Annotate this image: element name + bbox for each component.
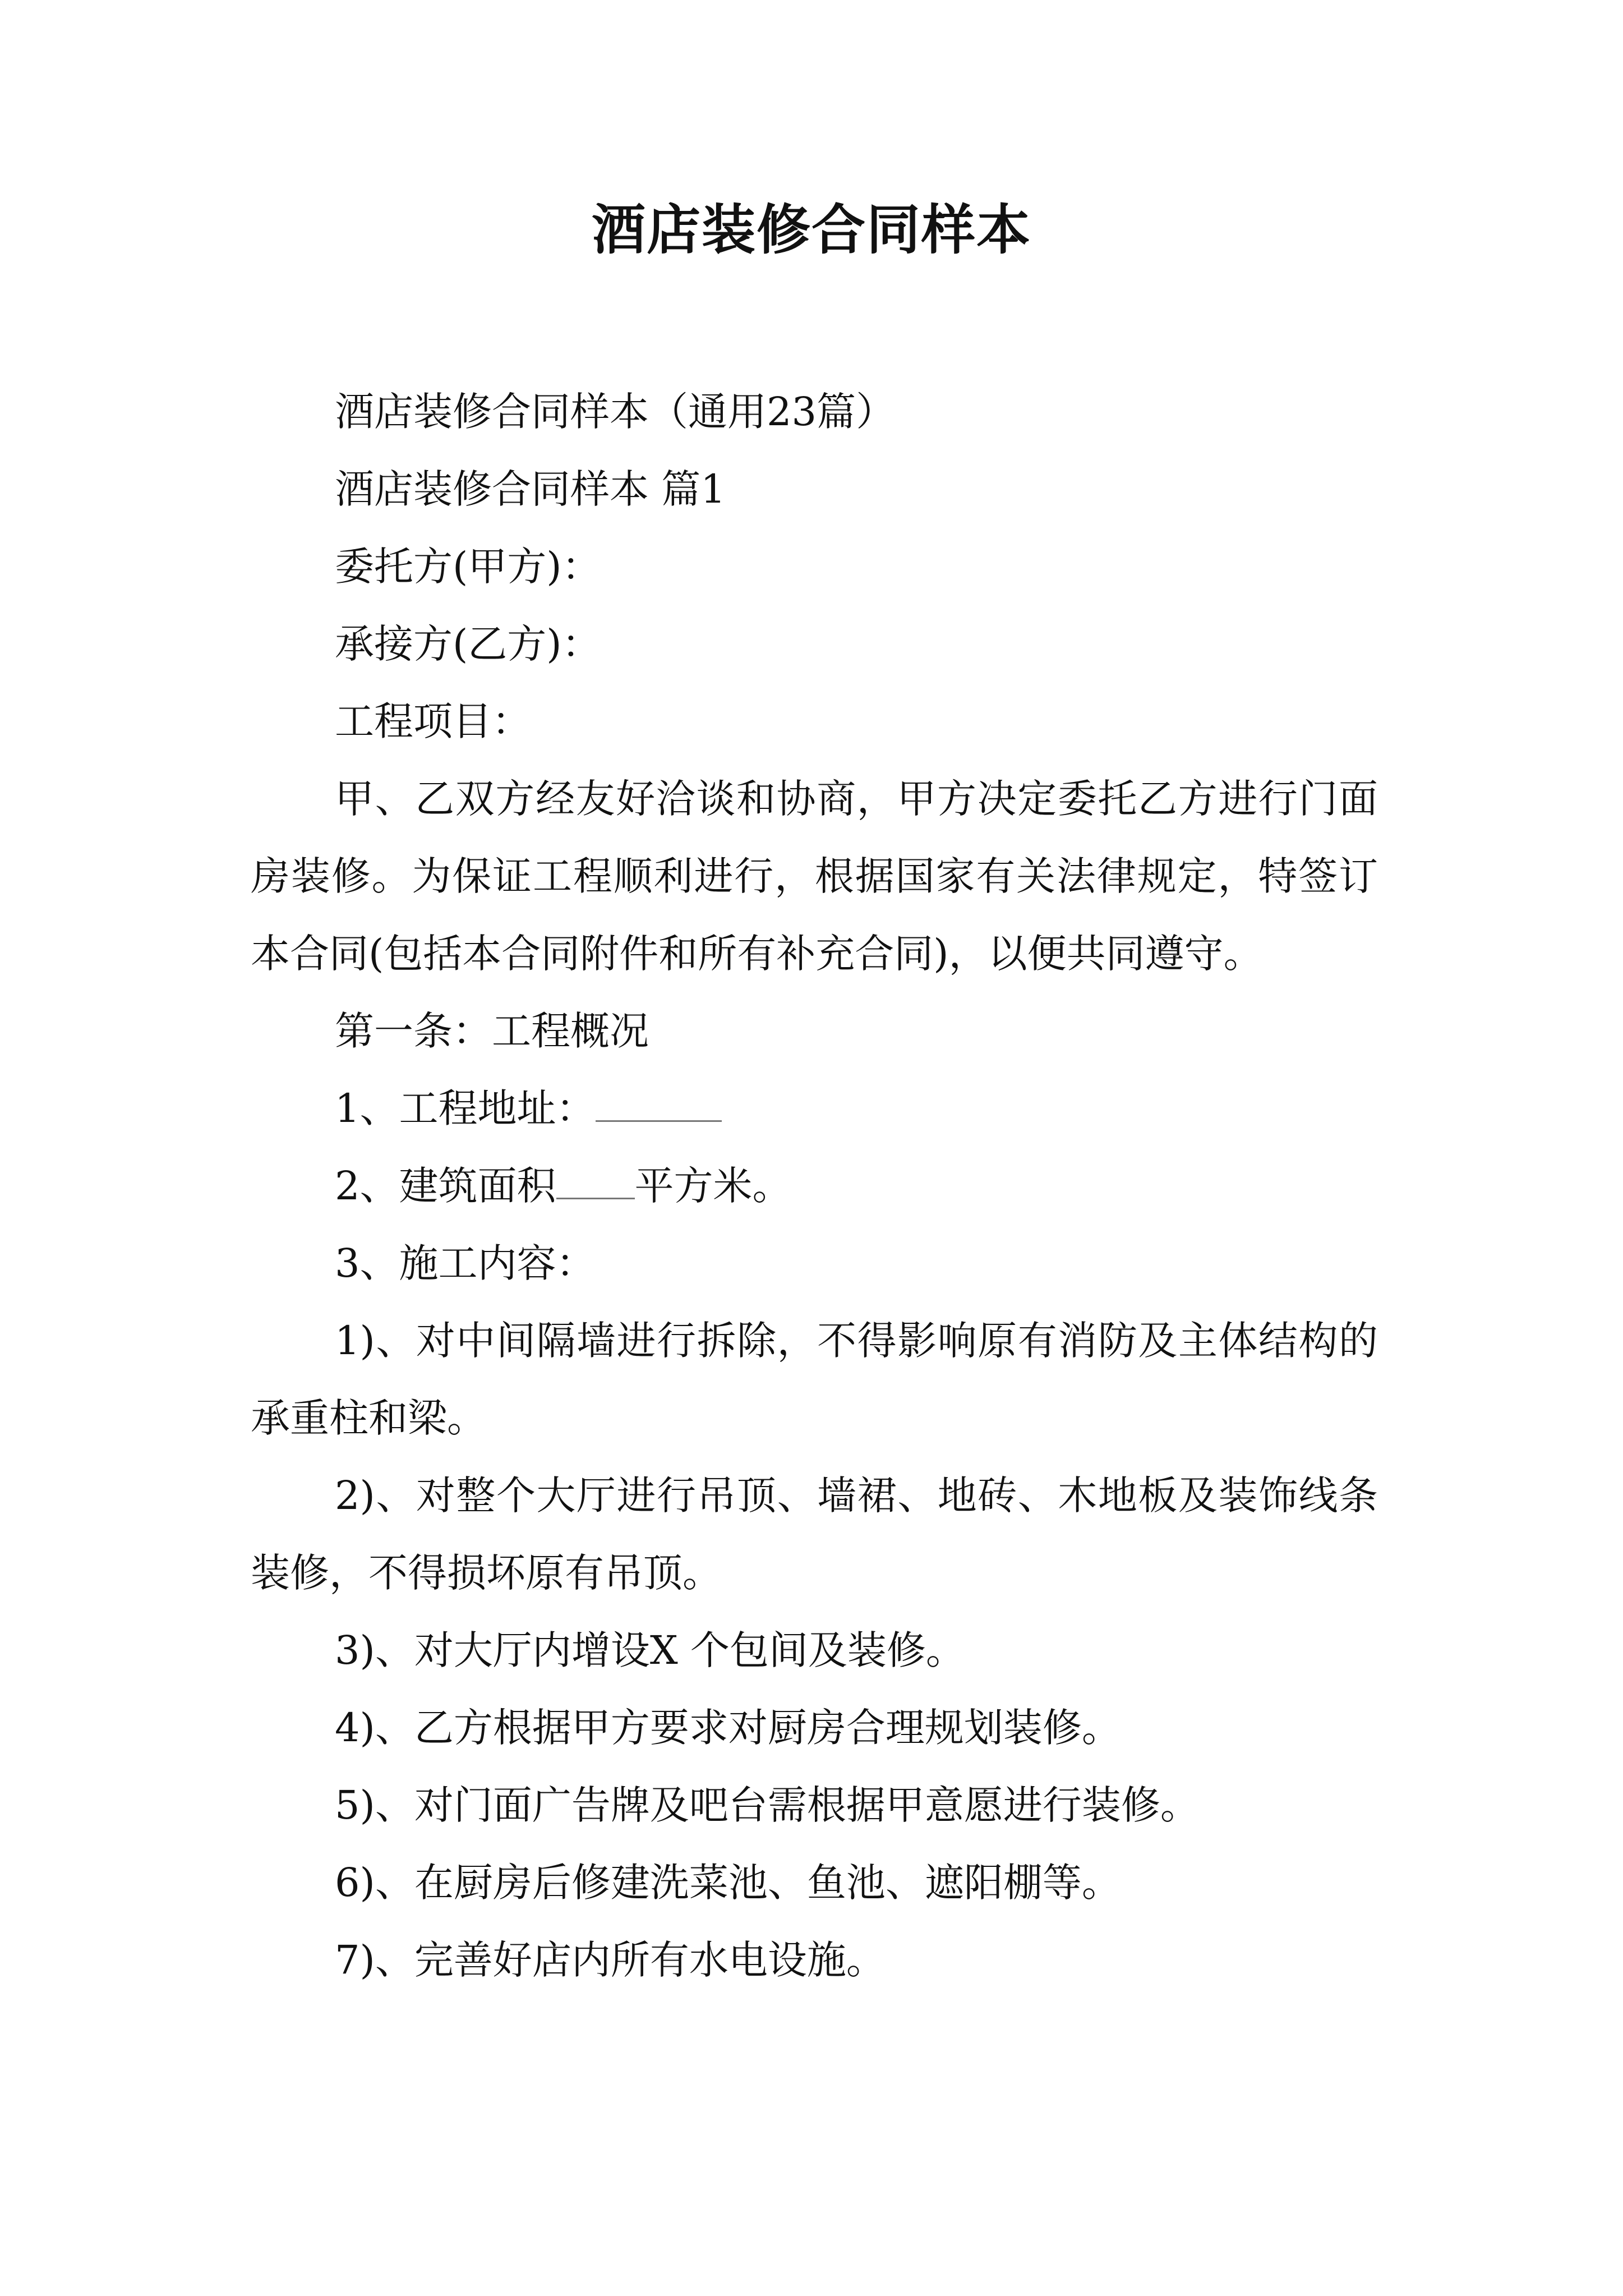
sub-item: 6)、在厨房后修建洗菜池、鱼池、遮阳棚等。 bbox=[335, 1860, 1121, 1906]
item-3-line: 3、施工内容： bbox=[335, 1240, 596, 1286]
party-b-line: 承接方(乙方)： bbox=[335, 621, 601, 667]
item-2-label: 2、建筑面积 bbox=[335, 1163, 556, 1209]
sub-item: 3)、对大厅内增设X 个包间及装修。 bbox=[335, 1627, 965, 1673]
sub-item: 5)、对门面广告牌及吧台需根据甲意愿进行装修。 bbox=[335, 1782, 1200, 1828]
item-1-line bbox=[251, 1070, 1378, 1147]
sub-item: 7)、完善好店内所有水电设施。 bbox=[335, 1937, 886, 1983]
document-title: 酒店装修合同样本 bbox=[592, 198, 1031, 261]
address-blank bbox=[596, 1085, 722, 1122]
project-line: 工程项目： bbox=[335, 698, 531, 744]
document-body bbox=[251, 373, 1378, 1999]
item-1-label: 1、工程地址： bbox=[335, 1085, 596, 1131]
sub-item: 1)、对中间隔墙进行拆除，不得影响原有消防及主体结构的承重柱和梁。 bbox=[251, 1318, 1378, 1441]
section-heading: 酒店装修合同样本 篇1 bbox=[335, 466, 726, 512]
item-2-line bbox=[251, 1147, 1378, 1225]
area-blank bbox=[556, 1162, 635, 1199]
article1-heading: 第一条：工程概况 bbox=[335, 1008, 649, 1054]
sub-item: 4)、乙方根据甲方要求对厨房合理规划装修。 bbox=[335, 1705, 1121, 1751]
intro-paragraph: 甲、乙双方经友好洽谈和协商，甲方决定委托乙方进行门面房装修。为保证工程顺利进行，根据国家有关法律规定，特签订本合同(包括本合同附件和所有补充合同)，以便共同遵守。 bbox=[251, 776, 1378, 977]
party-a-line: 委托方(甲方)： bbox=[335, 544, 601, 590]
document-subtitle: 酒店装修合同样本（通用23篇） bbox=[335, 389, 896, 435]
sub-item: 2)、对整个大厅进行吊顶、墙裙、地砖、木地板及装饰线条装修，不得损坏原有吊顶。 bbox=[251, 1473, 1378, 1596]
item-2-suffix: 平方米。 bbox=[634, 1163, 792, 1209]
